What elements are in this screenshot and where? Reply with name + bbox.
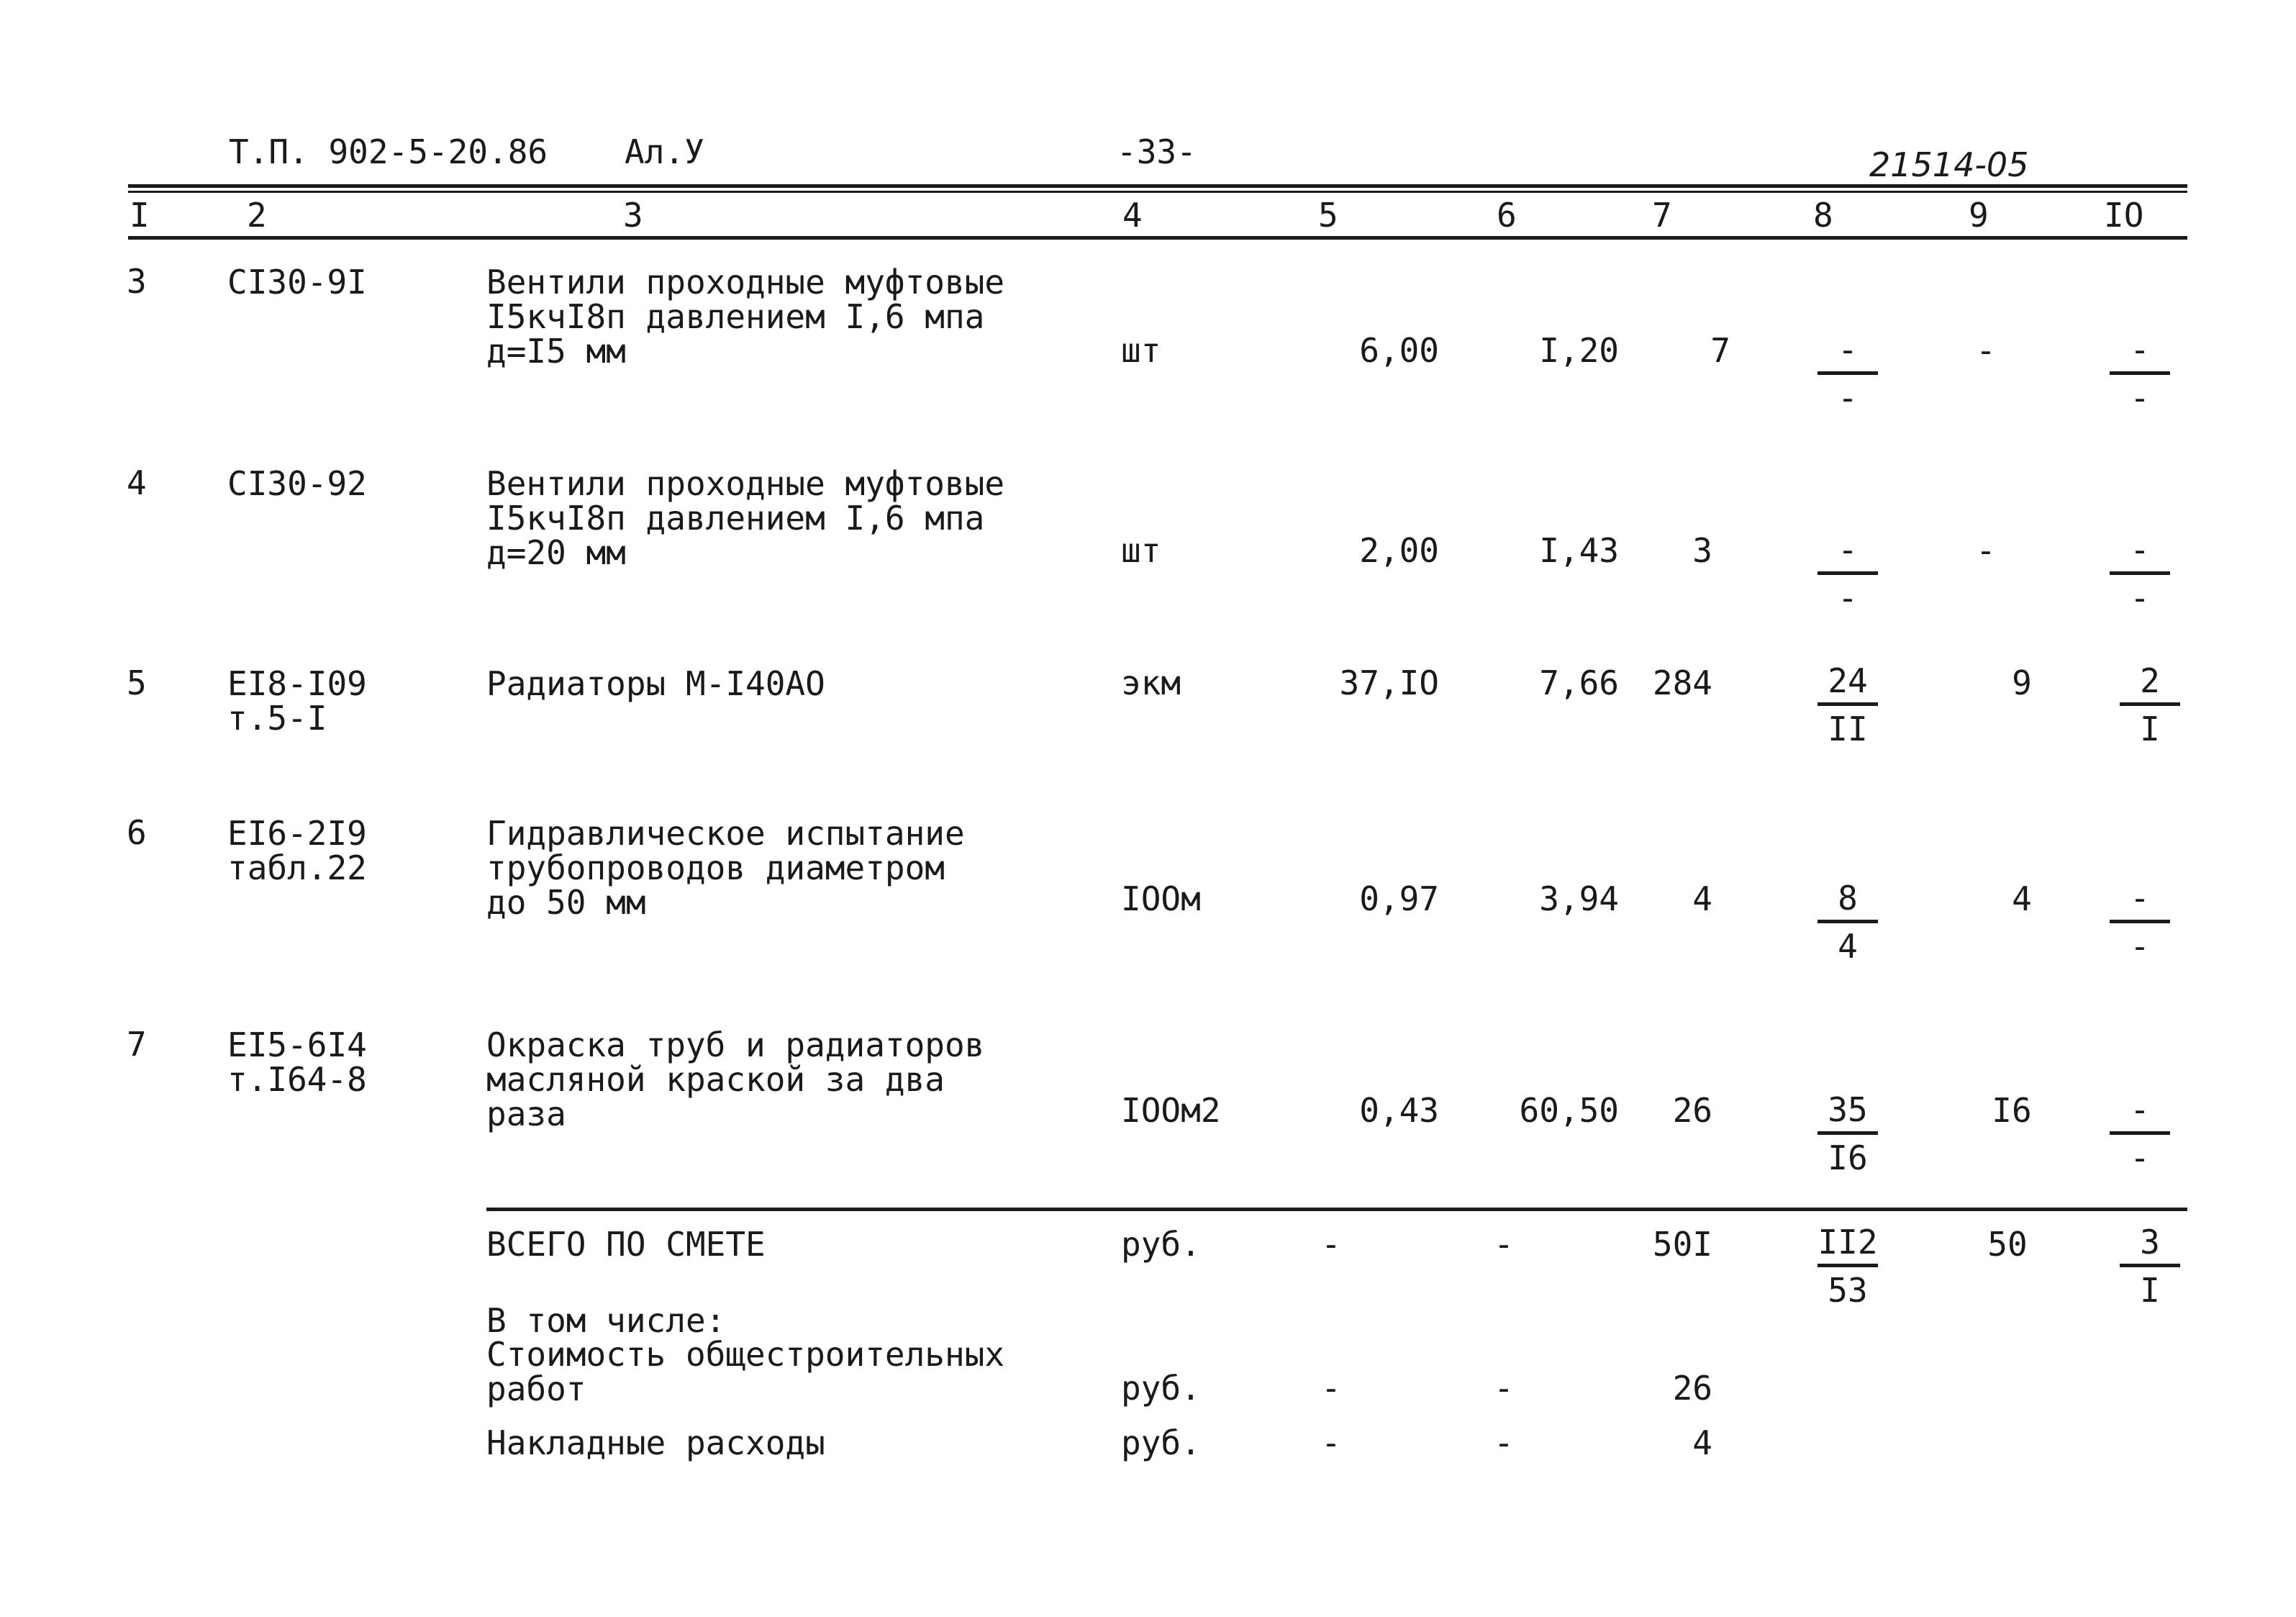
overhead-label: Накладные расходы <box>486 1423 825 1462</box>
fraction-denominator: - <box>1838 579 1858 617</box>
column-header: 3 <box>623 196 643 235</box>
fraction-numerator: 3 <box>2140 1223 2160 1262</box>
including-label: В том числе: <box>486 1301 726 1340</box>
row-quantity: 2,00 <box>1359 531 1439 570</box>
fraction-numerator: - <box>2130 879 2150 918</box>
row-col10-fraction <box>2107 662 2193 748</box>
row-description: Вентили проходные муфтовые I5кчI8п давлением I,6 мпа д=20 мм <box>486 464 1005 572</box>
row-description: Окраска труб и радиаторов масляной краской за два раза <box>486 1025 985 1133</box>
fraction-denominator: I <box>2140 710 2160 748</box>
fraction-denominator: - <box>2130 1138 2150 1177</box>
fraction-bar <box>2110 920 2170 923</box>
row-total: 3 <box>1692 531 1712 570</box>
fraction-denominator: 53 <box>1828 1271 1868 1310</box>
row-col8-fraction <box>1805 662 1891 748</box>
row-col8-fraction <box>1805 531 1891 617</box>
row-col10-fraction <box>2097 1091 2183 1177</box>
row-number: 5 <box>127 663 147 702</box>
fraction-bar <box>2110 1131 2170 1135</box>
fraction-bar <box>2120 702 2180 706</box>
general-works-unit: руб. <box>1121 1369 1201 1408</box>
fraction-bar <box>2110 371 2170 375</box>
total-col10-fraction <box>2107 1223 2193 1309</box>
fraction-bar <box>1818 571 1878 575</box>
column-header: 9 <box>1969 196 1989 235</box>
fraction-bar <box>1818 702 1878 706</box>
general-works-col5: - <box>1321 1369 1341 1408</box>
row-total: 4 <box>1692 879 1712 918</box>
fraction-numerator: - <box>2130 1090 2150 1129</box>
total-label: ВСЕГО ПО СМЕТЕ <box>486 1225 766 1264</box>
row-total: 26 <box>1672 1091 1712 1130</box>
row-quantity: 0,43 <box>1359 1091 1439 1130</box>
column-header: 2 <box>247 196 267 235</box>
fraction-bar <box>2110 571 2170 575</box>
fraction-bar <box>2120 1264 2180 1267</box>
column-header: 4 <box>1122 196 1143 235</box>
row-code: EI8-I09 т.5-I <box>227 664 367 738</box>
fraction-denominator: I6 <box>1828 1138 1868 1177</box>
row-unit-price: 60,50 <box>1519 1091 1619 1130</box>
fraction-bar <box>1818 1264 1878 1267</box>
fraction-bar <box>1818 1131 1878 1135</box>
row-unit: экм <box>1121 663 1181 702</box>
total-col6: - <box>1494 1225 1514 1264</box>
row-unit: IOOм <box>1121 879 1201 918</box>
fraction-denominator: - <box>2130 379 2150 417</box>
column-header: 8 <box>1813 196 1833 235</box>
overhead-col7: 4 <box>1692 1423 1712 1462</box>
fraction-denominator: 4 <box>1838 927 1858 966</box>
row-col9: I6 <box>1992 1091 2032 1130</box>
row-col10-fraction <box>2097 879 2183 965</box>
general-works-label: Стоимость общестроительных работ <box>486 1335 1005 1408</box>
row-col10-fraction <box>2097 331 2183 417</box>
header-bottom-rule <box>128 236 2187 240</box>
general-works-col7: 26 <box>1672 1369 1712 1408</box>
row-unit-price: 3,94 <box>1539 879 1619 918</box>
summary-rule <box>486 1208 2187 1211</box>
fraction-denominator: - <box>1838 379 1858 417</box>
total-col5: - <box>1321 1225 1341 1264</box>
fraction-numerator: 35 <box>1828 1090 1868 1129</box>
row-col9: - <box>1976 531 1996 570</box>
total-col9: 50 <box>1987 1225 2028 1264</box>
row-unit-price: I,20 <box>1539 331 1619 370</box>
fraction-denominator: - <box>2130 579 2150 617</box>
row-col9: 4 <box>2012 879 2032 918</box>
overhead-col5: - <box>1321 1423 1341 1462</box>
row-code: CI30-92 <box>227 464 367 503</box>
row-number: 6 <box>127 813 147 852</box>
row-number: 3 <box>127 262 147 301</box>
total-col8-fraction <box>1805 1223 1891 1309</box>
fraction-numerator: II2 <box>1818 1223 1878 1262</box>
row-unit: IOOм2 <box>1121 1091 1221 1130</box>
doc-reference: Т.П. 902-5-20.86 <box>229 132 548 171</box>
column-header: 5 <box>1318 196 1338 235</box>
fraction-denominator: II <box>1828 710 1868 748</box>
fraction-denominator: I <box>2140 1271 2160 1310</box>
top-rule-second <box>128 191 2187 193</box>
row-code: EI5-6I4 т.I64-8 <box>227 1025 367 1099</box>
row-number: 4 <box>127 463 147 502</box>
fraction-numerator: 2 <box>2140 661 2160 700</box>
album-label: Ал.У <box>625 132 704 171</box>
column-header: 6 <box>1497 196 1517 235</box>
row-col9: 9 <box>2012 663 2032 702</box>
row-quantity: 6,00 <box>1359 331 1439 370</box>
fraction-numerator: - <box>1838 530 1858 569</box>
row-col8-fraction <box>1805 879 1891 965</box>
row-code: EI6-2I9 табл.22 <box>227 814 367 887</box>
row-total: 7 <box>1710 331 1730 370</box>
row-unit: шт <box>1121 331 1161 370</box>
row-unit-price: 7,66 <box>1539 663 1619 702</box>
overhead-unit: руб. <box>1121 1423 1201 1462</box>
row-quantity: 0,97 <box>1359 879 1439 918</box>
fraction-numerator: - <box>2130 530 2150 569</box>
row-description: Гидравлическое испытание трубопроводов диаметром до 50 мм <box>486 814 965 922</box>
general-works-col6: - <box>1494 1369 1514 1408</box>
total-unit: руб. <box>1121 1225 1201 1264</box>
row-col8-fraction <box>1805 331 1891 417</box>
page-number: -33- <box>1117 132 1197 171</box>
row-col8-fraction <box>1805 1091 1891 1177</box>
row-col10-fraction <box>2097 531 2183 617</box>
fraction-denominator: - <box>2130 927 2150 966</box>
row-quantity: 37,IO <box>1339 663 1439 702</box>
archive-stamp: 21514-05 <box>1869 145 2029 184</box>
fraction-bar <box>1818 920 1878 923</box>
row-number: 7 <box>127 1025 147 1064</box>
column-header: I <box>130 196 150 235</box>
row-unit-price: I,43 <box>1539 531 1619 570</box>
row-code: CI30-9I <box>227 263 367 302</box>
row-description: Радиаторы М-I40AO <box>486 664 825 703</box>
fraction-numerator: 8 <box>1838 879 1858 918</box>
row-col9: - <box>1976 331 1996 370</box>
row-unit: шт <box>1121 531 1161 570</box>
row-description: Вентили проходные муфтовые I5кчI8п давлением I,6 мпа д=I5 мм <box>486 263 1005 371</box>
column-header: IO <box>2104 196 2144 235</box>
column-header: 7 <box>1652 196 1672 235</box>
row-total: 284 <box>1652 663 1712 702</box>
total-col7: 50I <box>1652 1225 1712 1264</box>
fraction-numerator: - <box>1838 330 1858 369</box>
fraction-bar <box>1818 371 1878 375</box>
overhead-col6: - <box>1494 1423 1514 1462</box>
top-rule <box>128 184 2187 188</box>
fraction-numerator: - <box>2130 330 2150 369</box>
fraction-numerator: 24 <box>1828 661 1868 700</box>
